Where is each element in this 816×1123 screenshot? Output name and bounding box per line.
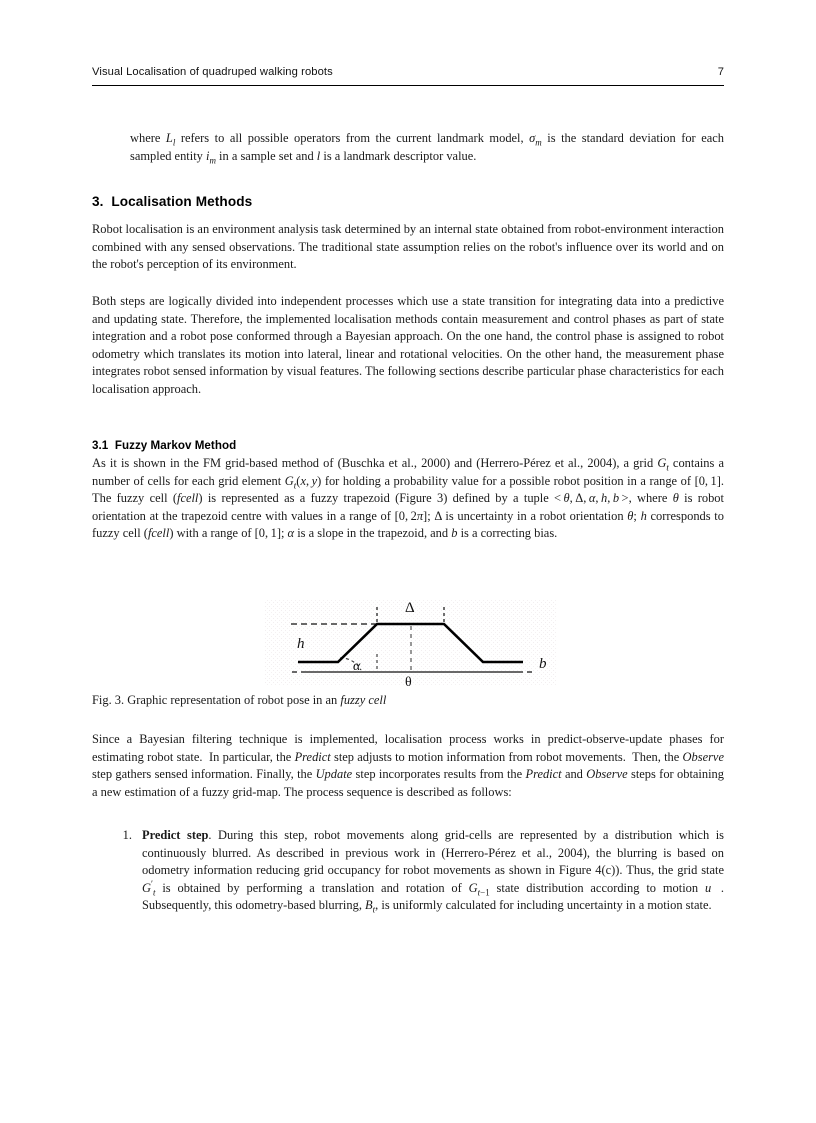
- subsection31-paragraph: [92, 455, 724, 543]
- figure-caption: [92, 692, 724, 708]
- label-alpha: α: [353, 659, 361, 674]
- label-b: b: [539, 656, 547, 672]
- paragraph-text: where $L_l$ refers to all possible operators from the current landmark model, $\sigma_m$ is the standard deviation for each sampled entity $i_m$ in a sample set and l is a landmark descriptor value.: [130, 131, 724, 166]
- running-head: [92, 66, 724, 88]
- subsection-title: Fuzzy Markov Method: [114, 439, 237, 452]
- label-theta: θ: [405, 675, 412, 688]
- label-delta: Δ: [405, 600, 415, 616]
- list-item-body: Predict step. During this step, robot movements along grid-cells are represented by a distribution which is continuously blurred. As described in previous work in (Herrero-Pérez et al., 2004), the blurring is based on odometry information reducing grid occupancy for robot movements as shown in Figure 4(c)). Thus, the grid state $G'_t$ is obtained by performing a translation and rotation of $G_{t-1}$ state distribution according to motion u⃗. Subsequently, this odometry-based blurring, $B_t$, is uniformly calculated for including uncertainty in a motion state.: [142, 828, 724, 915]
- section-number: 3.: [92, 194, 104, 209]
- section3-paragraph-2: [92, 293, 724, 398]
- subsection-heading-text: [92, 437, 724, 455]
- paragraph-text: Robot localisation is an environment analysis task determined by an internal state obtained from robot-environment interaction combined with any sensed observations. The traditional state assumption relies on the robot's influence over its world and on the robot's perception of its environment.: [92, 222, 724, 272]
- subsection-number: 3.1: [92, 439, 109, 452]
- figure-caption-text: Graphic representation of robot pose in an: [127, 693, 341, 707]
- paragraph-text: As it is shown in the FM grid-based method of (Buschka et al., 2000) and (Herrero-Pérez et al., 2004), a grid $G_t$ contains a number of cells for each grid element $G_t(x$, y) for holding a probability value for a possible robot position in a range of [0, 1]. The fuzzy cell (fcell) is represented as a fuzzy trapezoid (Figure 3) defined by a tuple < θ, Δ, α, h, b >, where θ is robot orientation at the trapezoid centre with values in a range of [0, 2π]; Δ is uncertainty in a robot orientation θ; h corresponds to fuzzy cell (fcell) with a range of [0, 1]; α is a slope in the trapezoid, and b is a correcting bias.: [92, 456, 725, 541]
- header-rule: [92, 85, 724, 86]
- list-item-runin: Predict step: [142, 828, 209, 842]
- label-h: h: [297, 636, 305, 652]
- section-heading-3: [92, 193, 724, 211]
- paragraph-text: Both steps are logically divided into independent processes which use a state transition for integrating data into a predictive and updating state. Therefore, the implemented localisation methods contain measurement and control phases as part of state integration and a robot pose conformed through a Bayesian approach. On the one hand, the control phase is assigned to robot odometry which translates its motion into lateral, linear and rotational velocities. On the other hand, the measurement phase integrates robot sensed information by visual features. The following sections describe particular phase characteristics for each localisation approach.: [92, 294, 724, 396]
- list-item: [110, 827, 724, 915]
- running-head-title: Visual Localisation of quadruped walking robots: [92, 66, 333, 78]
- section-heading-text: [92, 193, 724, 211]
- paragraph-text: Since a Bayesian filtering technique is implemented, localisation process works in predict-observe-update phases for estimating robot state. In particular, the Predict step adjusts to motion information from robot movements. Then, the Observe step gathers sensed information. Finally, the Update step incorporates results from the Predict and Observe steps for obtaining a new estimation of a fuzzy grid-map. The process sequence is described as follows:: [92, 732, 724, 799]
- page-number: 7: [717, 66, 724, 78]
- figure-caption-emph: fuzzy cell: [340, 693, 387, 707]
- list-item-number: 1.: [122, 828, 132, 842]
- subsection-heading-3-1: [92, 437, 724, 455]
- figure-3: [265, 598, 556, 688]
- paragraph-after-figure: [92, 731, 724, 801]
- paragraph-where-definition: [130, 118, 724, 178]
- section-title: Localisation Methods: [111, 194, 253, 209]
- fuzzy-cell-trapezoid-diagram: [265, 598, 556, 688]
- figure-label: Fig. 3.: [92, 693, 125, 707]
- section3-paragraph-1: [92, 221, 724, 274]
